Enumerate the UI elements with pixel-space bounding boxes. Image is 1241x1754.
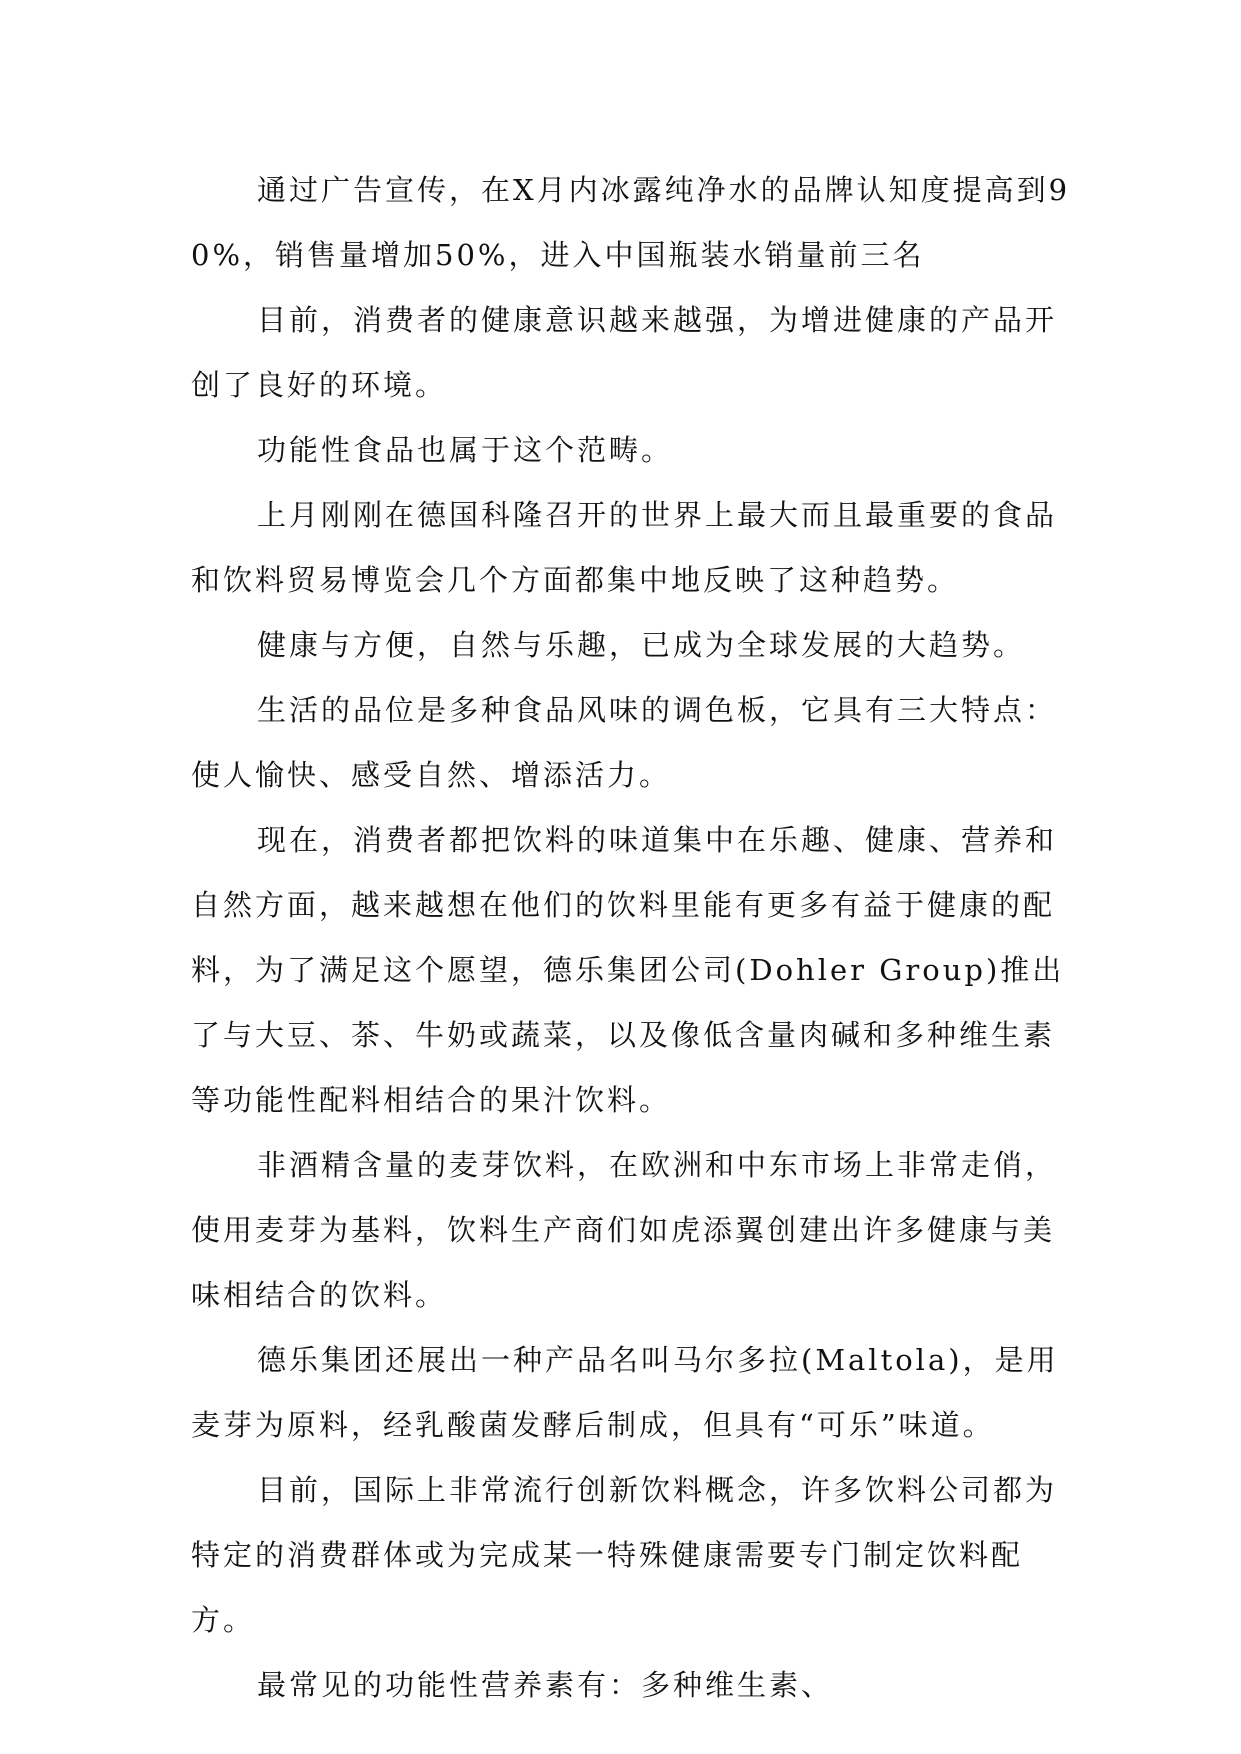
paragraph-10: 目前，国际上非常流行创新饮料概念，许多饮料公司都为特定的消费群体或为完成某一特殊健康需要专门制定饮料配方。 xyxy=(191,1473,1058,1637)
paragraph-3: 功能性食品也属于这个范畴。 xyxy=(257,433,674,467)
paragraph-5: 健康与方便，自然与乐趣，已成为全球发展的大趋势。 xyxy=(257,628,1026,662)
paragraph-11: 最常见的功能性营养素有：多种维生素、 xyxy=(257,1668,834,1702)
paragraph-4: 上月刚刚在德国科隆召开的世界上最大而且最重要的食品和饮料贸易博览会几个方面都集中地反映了这种趋势。 xyxy=(191,498,1058,597)
paragraph-7: 现在，消费者都把饮料的味道集中在乐趣、健康、营养和自然方面，越来越想在他们的饮料里能有更多有益于健康的配料，为了满足这个愿望，德乐集团公司(Dohler Group)推出了与大豆、茶、牛奶或蔬菜，以及像低含量肉碱和多种维生素等功能性配料相结合的果汁饮料。 xyxy=(191,823,1065,1117)
paragraph-1: 通过广告宣传，在X月内冰露纯净水的品牌认知度提高到90%，销售量增加50%，进入中国瓶装水销量前三名 xyxy=(191,173,1071,272)
paragraph-8: 非酒精含量的麦芽饮料，在欧洲和中东市场上非常走俏，使用麦芽为基料，饮料生产商们如虎添翼创建出许多健康与美味相结合的饮料。 xyxy=(191,1148,1058,1312)
document-body xyxy=(191,158,1071,1718)
paragraph-9: 德乐集团还展出一种产品名叫马尔多拉(Maltola)，是用麦芽为原料，经乳酸菌发酵后制成，但具有“可乐”味道。 xyxy=(191,1343,1059,1442)
paragraph-6: 生活的品位是多种食品风味的调色板，它具有三大特点：使人愉快、感受自然、增添活力。 xyxy=(191,693,1058,792)
paragraph-2: 目前，消费者的健康意识越来越强，为增进健康的产品开创了良好的环境。 xyxy=(191,303,1058,402)
